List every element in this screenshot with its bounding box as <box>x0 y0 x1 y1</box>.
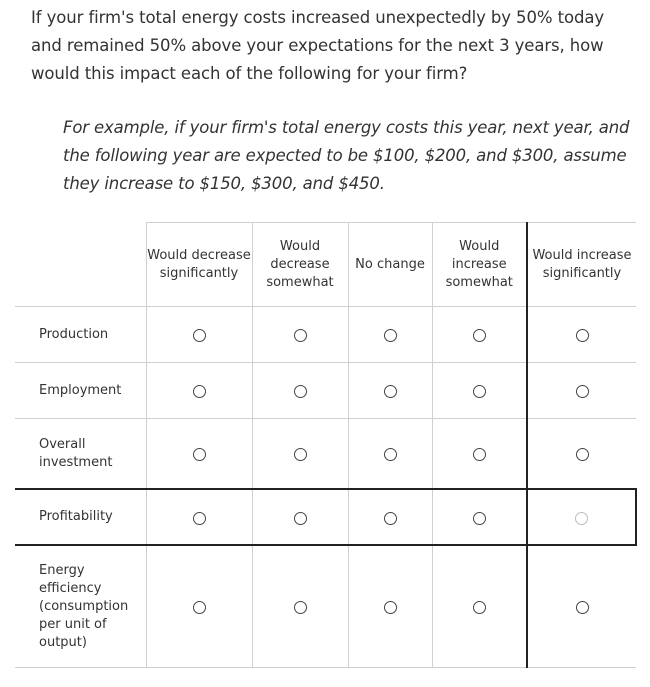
option-cell[interactable] <box>348 419 432 490</box>
option-cell[interactable] <box>146 307 252 363</box>
matrix-table <box>15 222 637 668</box>
column-header-no-change: No change <box>348 223 432 307</box>
option-cell[interactable] <box>146 419 252 490</box>
matrix-corner <box>15 223 146 307</box>
radio-unselected-icon[interactable] <box>576 601 589 614</box>
radio-unselected-icon[interactable] <box>193 601 206 614</box>
radio-unselected-icon[interactable] <box>384 385 397 398</box>
row-label-employment: Employment <box>15 363 146 419</box>
option-cell[interactable] <box>252 419 348 490</box>
matrix-row-employment <box>15 363 636 419</box>
radio-unselected-icon[interactable] <box>193 329 206 342</box>
radio-unselected-icon[interactable] <box>576 385 589 398</box>
radio-unselected-icon[interactable] <box>473 329 486 342</box>
option-cell[interactable] <box>527 419 636 490</box>
option-cell[interactable] <box>527 489 636 545</box>
radio-unselected-icon[interactable] <box>473 448 486 461</box>
column-header-decrease-significantly: Would decrease significantly <box>146 223 252 307</box>
option-cell[interactable] <box>348 363 432 419</box>
matrix-row-production <box>15 307 636 363</box>
column-header-increase-significantly: Would increase significantly <box>527 223 636 307</box>
radio-unselected-icon[interactable] <box>384 512 397 525</box>
matrix-header-row <box>15 223 636 307</box>
radio-unselected-icon[interactable] <box>294 448 307 461</box>
radio-unselected-icon[interactable] <box>575 512 588 525</box>
radio-unselected-icon[interactable] <box>193 448 206 461</box>
option-cell[interactable] <box>432 307 527 363</box>
option-cell[interactable] <box>432 545 527 668</box>
option-cell[interactable] <box>432 363 527 419</box>
column-header-decrease-somewhat: Would decrease somewhat <box>252 223 348 307</box>
option-cell[interactable] <box>348 307 432 363</box>
option-cell[interactable] <box>252 489 348 545</box>
matrix-row-energy-efficiency <box>15 545 636 668</box>
radio-unselected-icon[interactable] <box>473 601 486 614</box>
radio-unselected-icon[interactable] <box>384 329 397 342</box>
radio-unselected-icon[interactable] <box>576 329 589 342</box>
option-cell[interactable] <box>146 489 252 545</box>
row-label-profitability: Profitability <box>15 489 146 545</box>
question-text: If your firm's total energy costs increased unexpectedly by 50% today and remained 50% above your expectations for the next 3 years, how would this impact each of the following for your firm? <box>31 8 604 83</box>
option-cell[interactable] <box>252 363 348 419</box>
matrix-row-overall-investment <box>15 419 636 490</box>
radio-unselected-icon[interactable] <box>294 329 307 342</box>
row-label-overall-investment: Overall investment <box>15 419 146 490</box>
option-cell[interactable] <box>252 545 348 668</box>
radio-unselected-icon[interactable] <box>294 512 307 525</box>
column-header-increase-somewhat: Would increase somewhat <box>432 223 527 307</box>
option-cell[interactable] <box>527 363 636 419</box>
option-cell[interactable] <box>146 363 252 419</box>
row-label-energy-efficiency: Energy efficiency (consumption per unit of output) <box>15 545 146 668</box>
matrix-row-profitability <box>15 489 636 545</box>
option-cell[interactable] <box>348 545 432 668</box>
row-label-production: Production <box>15 307 146 363</box>
option-cell[interactable] <box>348 489 432 545</box>
radio-unselected-icon[interactable] <box>384 448 397 461</box>
option-cell[interactable] <box>432 419 527 490</box>
radio-unselected-icon[interactable] <box>473 512 486 525</box>
option-cell[interactable] <box>252 307 348 363</box>
radio-unselected-icon[interactable] <box>294 601 307 614</box>
radio-unselected-icon[interactable] <box>384 601 397 614</box>
option-cell[interactable] <box>527 545 636 668</box>
radio-unselected-icon[interactable] <box>193 512 206 525</box>
radio-unselected-icon[interactable] <box>576 448 589 461</box>
option-cell[interactable] <box>146 545 252 668</box>
radio-unselected-icon[interactable] <box>473 385 486 398</box>
radio-unselected-icon[interactable] <box>193 385 206 398</box>
radio-unselected-icon[interactable] <box>294 385 307 398</box>
question-example: For example, if your firm's total energy costs this year, next year, and the following year are expected to be $100, $200, and $300, assume they increase to $150, $300, and $450. <box>63 118 630 193</box>
option-cell[interactable] <box>527 307 636 363</box>
option-cell[interactable] <box>432 489 527 545</box>
